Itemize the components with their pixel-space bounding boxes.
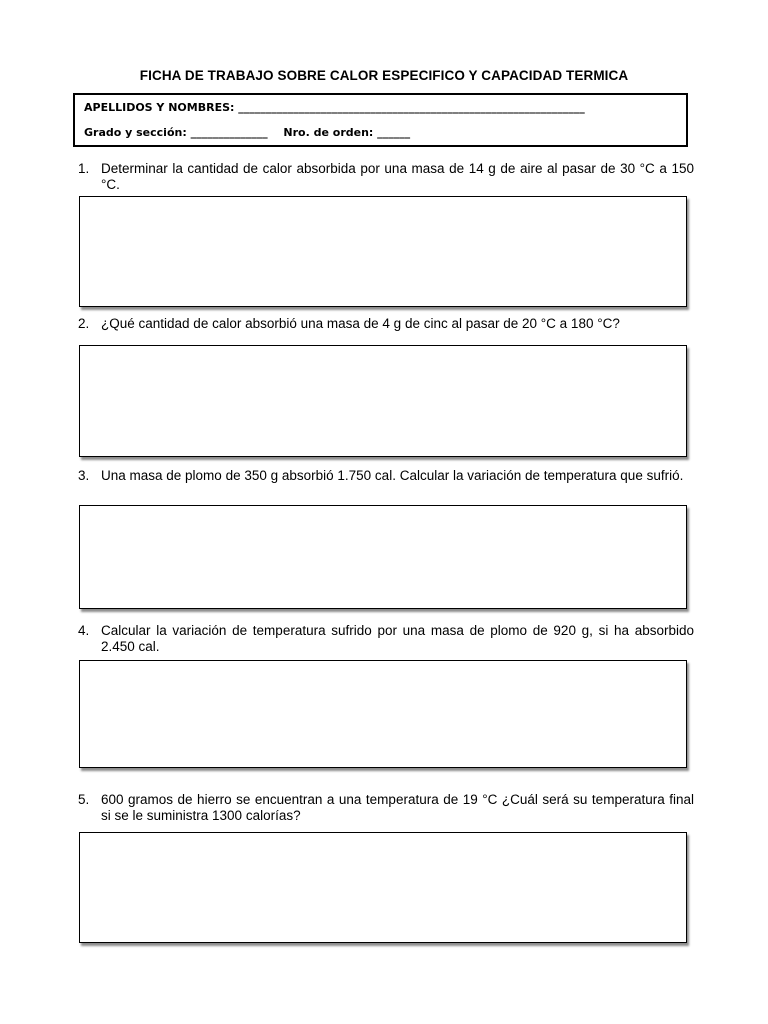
grade-order-row [84, 126, 410, 139]
answer-box-1[interactable] [79, 196, 687, 307]
question-5 [78, 792, 694, 823]
question-text: Determinar la cantidad de calor absorbida por una masa de 14 g de aire al pasar de 30 °C a 150 °C. [101, 161, 694, 192]
answer-box-3[interactable] [79, 505, 687, 609]
question-text: ¿Qué cantidad de calor absorbió una masa de 4 g de cinc al pasar de 20 °C a 180 °C? [101, 316, 620, 331]
worksheet-title: FICHA DE TRABAJO SOBRE CALOR ESPECIFICO Y CAPACIDAD TERMICA [139, 68, 629, 83]
question-2 [78, 316, 694, 332]
question-1 [78, 161, 694, 192]
answer-box-2[interactable] [79, 345, 687, 457]
question-number: 2. [78, 316, 90, 331]
question-text: Una masa de plomo de 350 g absorbió 1.750 cal. Calcular la variación de temperatura que sufrió. [101, 468, 684, 483]
question-text: 600 gramos de hierro se encuentran a una temperatura de 19 °C ¿Cuál será su temperatura final si se le suministra 1300 calorías? [101, 792, 694, 823]
grade-section-line: Grado y sección: ______________ [84, 126, 268, 139]
student-info-box [73, 93, 688, 147]
order-number-line: Nro. de orden: ______ [283, 126, 411, 139]
question-3 [78, 468, 694, 484]
answer-box-4[interactable] [79, 660, 687, 768]
question-number: 4. [78, 623, 90, 638]
question-text: Calcular la variación de temperatura sufrido por una masa de plomo de 920 g, si ha absorbido 2.450 cal. [101, 623, 694, 654]
question-number: 3. [78, 468, 90, 483]
question-number: 1. [78, 161, 90, 176]
names-line: APELLIDOS Y NOMBRES: _______________________________________________________________ [84, 101, 585, 114]
answer-box-5[interactable] [79, 832, 687, 943]
question-number: 5. [78, 792, 90, 807]
question-4 [78, 623, 694, 654]
